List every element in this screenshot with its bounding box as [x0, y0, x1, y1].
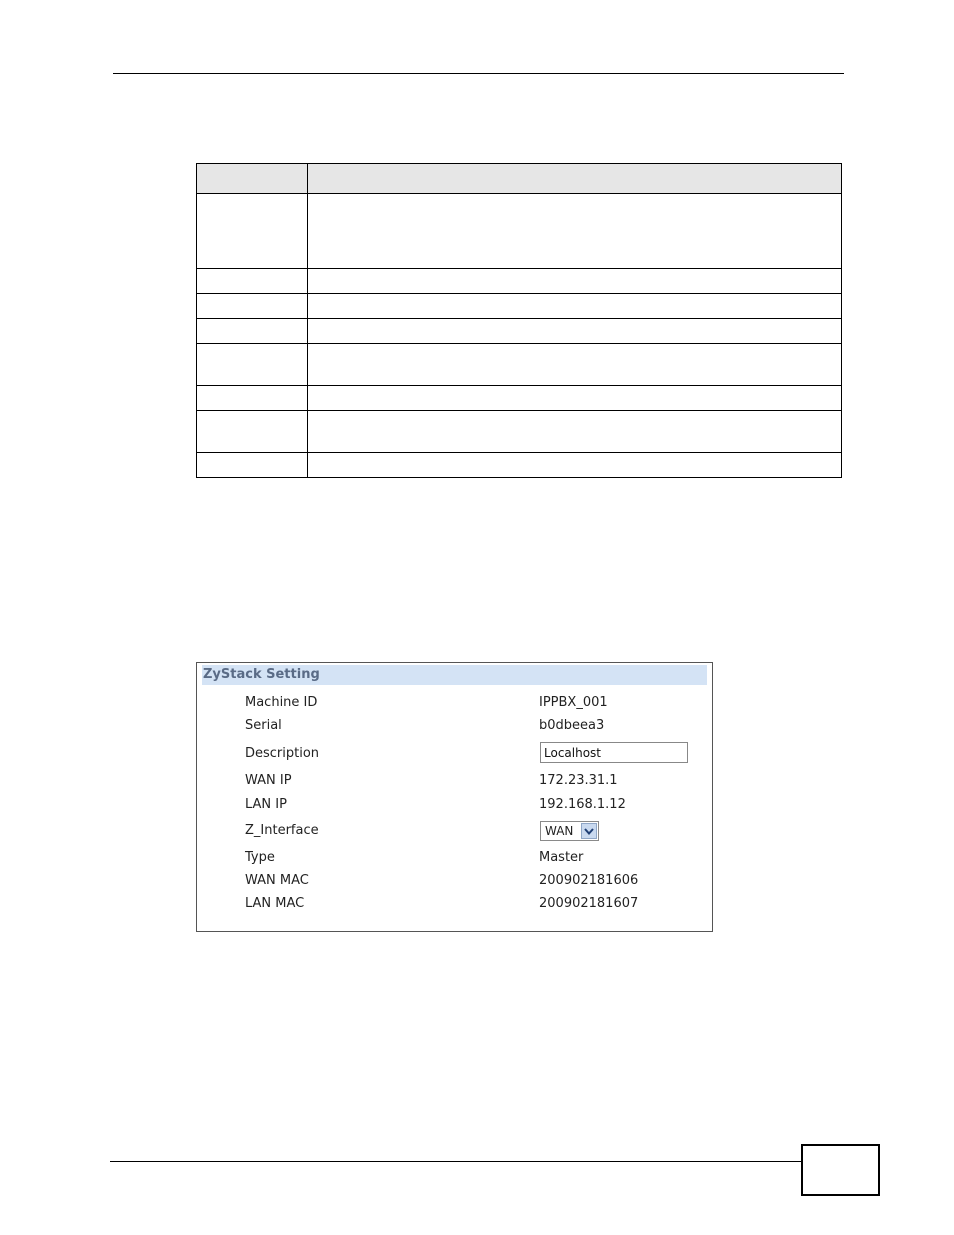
- z-interface-select[interactable]: [540, 821, 599, 841]
- lan-mac-value: 200902181607: [539, 896, 639, 911]
- serial-label: Serial: [245, 718, 282, 733]
- type-label: Type: [245, 850, 275, 865]
- table-row: [197, 453, 842, 478]
- page-number-box: [801, 1144, 880, 1196]
- lan-ip-value: 192.168.1.12: [539, 797, 626, 812]
- label-description-table: [196, 163, 842, 478]
- wan-ip-label: WAN IP: [245, 773, 292, 788]
- table-row: [197, 411, 842, 453]
- table-row: [197, 344, 842, 386]
- lan-mac-label: LAN MAC: [245, 896, 305, 911]
- wan-ip-value: 172.23.31.1: [539, 773, 618, 788]
- z-interface-label: Z_Interface: [245, 823, 319, 838]
- table-row: [197, 269, 842, 294]
- z-interface-selected-value: WAN: [545, 824, 574, 838]
- serial-value: b0dbeea3: [539, 718, 605, 733]
- table-header-row: [197, 164, 842, 194]
- header-rule: [113, 73, 844, 74]
- zystack-setting-panel: [196, 662, 713, 932]
- machine-id-label: Machine ID: [245, 695, 318, 710]
- wan-mac-label: WAN MAC: [245, 873, 309, 888]
- wan-mac-value: 200902181606: [539, 873, 639, 888]
- description-input[interactable]: [540, 742, 688, 763]
- footer-rule: [110, 1161, 801, 1162]
- description-label: Description: [245, 746, 320, 761]
- table-row: [197, 194, 842, 269]
- table-row: [197, 386, 842, 411]
- type-value: Master: [539, 850, 584, 865]
- panel-title: ZyStack Setting: [202, 665, 707, 685]
- table-row: [197, 319, 842, 344]
- table-row: [197, 294, 842, 319]
- chevron-down-icon[interactable]: [581, 823, 597, 839]
- machine-id-value: IPPBX_001: [539, 695, 608, 710]
- lan-ip-label: LAN IP: [245, 797, 287, 812]
